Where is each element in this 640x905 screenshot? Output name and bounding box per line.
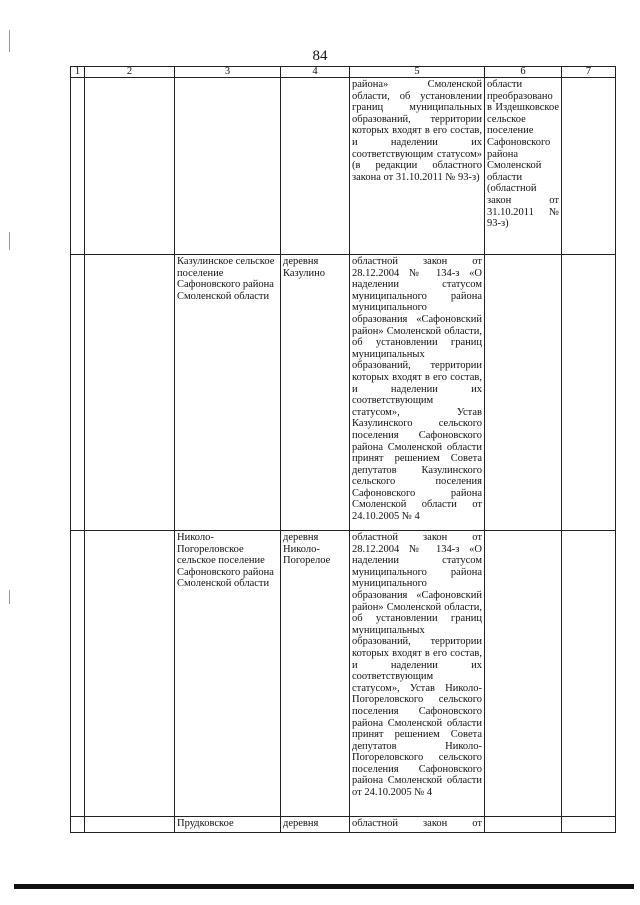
cell-empty <box>85 78 175 255</box>
cell-legal-documents: областной закон от 28.12.2004 № 134-з «О наделении статусом муниципального района муниципального образования «Сафоновский район» Смоленской области, об установлении границ муниципальных образований, территории которых входят в его состав, и наделении их соответствующим статусом», Устав Казулинского сельского поселения Сафоновского района Смоленской области принят решением Совета депутатов Казулинского сельского поселения Сафоновского района Смоленской области от 24.10.2005 № 4 <box>350 255 485 531</box>
cell-settlement-name: Николо-Погореловское сельское поселение Сафоновского района Смоленской области <box>175 531 281 817</box>
column-number: 4 <box>281 67 350 78</box>
scan-edge-mark <box>9 590 10 604</box>
cell-number <box>71 255 85 531</box>
cell-note: области преобразовано в Издешковское сельское поселение Сафоновского района Смоленской области (областной закон от 31.10.2011 № 93-з) <box>485 78 562 255</box>
cell-legal-documents: района» Смоленской области, об установлении границ муниципальных образований, территории которых входят в его состав, и наделении их соответствующим статусом» (в редакции областного закона от 31.10.2011 № 93-з) <box>350 78 485 255</box>
scan-bottom-border <box>14 884 634 889</box>
cell-note <box>485 255 562 531</box>
page-number: 84 <box>312 48 328 64</box>
cell-number <box>71 531 85 817</box>
cell-settlement-name: Прудковское <box>175 817 281 833</box>
scan-edge-mark <box>9 30 10 52</box>
column-number: 2 <box>85 67 175 78</box>
column-number: 7 <box>562 67 616 78</box>
table-row <box>71 531 616 817</box>
cell-settlement-name: Казулинское сельское поселение Сафоновского района Смоленской области <box>175 255 281 531</box>
table-row <box>71 817 616 833</box>
column-number: 5 <box>350 67 485 78</box>
cell-empty <box>562 817 616 833</box>
cell-empty <box>85 255 175 531</box>
column-number: 6 <box>485 67 562 78</box>
column-number-row <box>71 67 616 78</box>
column-number: 3 <box>175 67 281 78</box>
scan-edge-mark <box>9 232 10 250</box>
table-row <box>71 78 616 255</box>
cell-note <box>485 817 562 833</box>
cell-empty <box>85 531 175 817</box>
registry-table <box>70 66 616 833</box>
cell-number <box>71 78 85 255</box>
cell-legal-documents: областной закон от 28.12.2004 № 134-з «О наделении статусом муниципального района муниципального образования «Сафоновский район» Смоленской области, об установлении границ муниципальных образований, территории которых входят в его состав, и наделении их соответствующим статусом», Устав Николо-Погореловского сельского поселения Сафоновского района Смоленской области принят решением Совета депутатов Николо-Погореловского сельского поселения Сафоновского района Смоленской области от 24.10.2005 № 4 <box>350 531 485 817</box>
cell-empty <box>562 78 616 255</box>
column-number: 1 <box>71 67 85 78</box>
cell-legal-documents: областной закон от <box>350 817 485 833</box>
table-row <box>71 255 616 531</box>
cell-admin-center <box>281 78 350 255</box>
cell-empty <box>85 817 175 833</box>
cell-empty <box>562 255 616 531</box>
cell-settlement-name <box>175 78 281 255</box>
cell-number <box>71 817 85 833</box>
cell-admin-center: деревня Казулино <box>281 255 350 531</box>
cell-note <box>485 531 562 817</box>
cell-admin-center: деревня Николо-Погорелое <box>281 531 350 817</box>
cell-admin-center: деревня <box>281 817 350 833</box>
cell-empty <box>562 531 616 817</box>
